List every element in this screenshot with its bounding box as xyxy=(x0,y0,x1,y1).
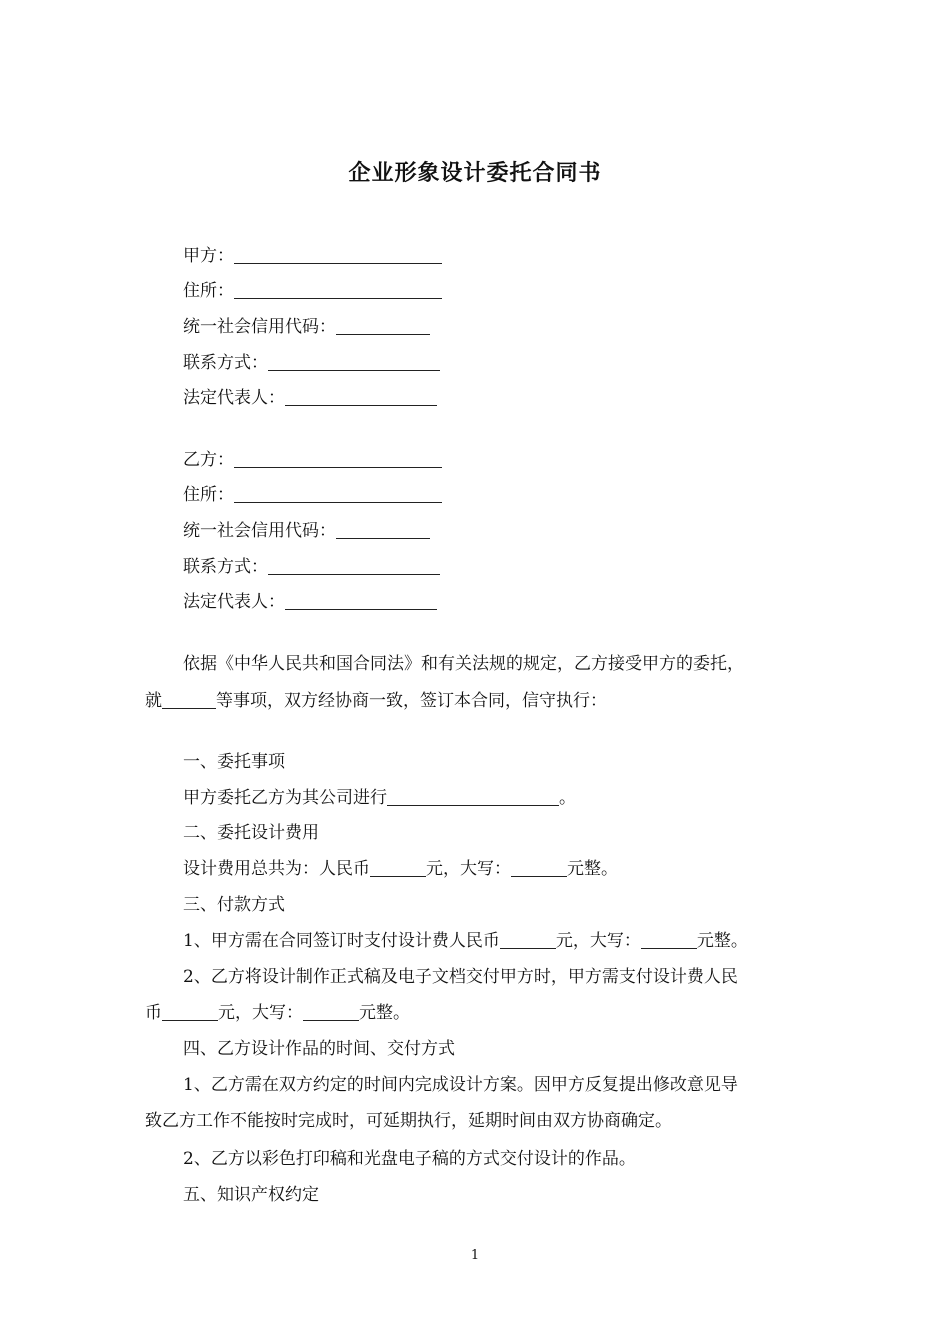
party-a-contact-label: 联系方式： xyxy=(183,353,268,373)
party-b-credit-blank[interactable] xyxy=(336,520,430,539)
section-3-item-2-line-2 xyxy=(145,1001,410,1025)
section-2-text-suffix: 元整。 xyxy=(567,859,618,879)
party-b-name-label: 乙方： xyxy=(183,450,234,470)
party-b-representative-blank[interactable] xyxy=(285,591,437,610)
section-4-item-1-line-2: 致乙方工作不能按时完成时，可延期执行，延期时间由双方协商确定。 xyxy=(145,1111,672,1131)
section-1-text xyxy=(183,786,576,810)
party-a-credit-row xyxy=(183,315,430,339)
preamble-line-2-suffix: 等事项，双方经协商一致，签订本合同，信守执行： xyxy=(216,691,607,711)
document-title: 企业形象设计委托合同书 xyxy=(348,160,602,186)
party-b-address-blank[interactable] xyxy=(234,484,442,503)
section-3-item-1-prefix: 1、甲方需在合同签订时支付设计费人民币 xyxy=(183,931,500,951)
section-1-text-suffix: 。 xyxy=(559,788,576,808)
party-a-representative-label: 法定代表人： xyxy=(183,388,285,408)
party-a-address-row xyxy=(183,279,442,303)
party-a-credit-label: 统一社会信用代码： xyxy=(183,317,336,337)
preamble-matter-blank[interactable] xyxy=(162,690,216,709)
party-b-name-row xyxy=(183,448,442,472)
party-b-address-label: 住所： xyxy=(183,485,234,505)
party-a-address-blank[interactable] xyxy=(234,280,442,299)
party-b-name-blank[interactable] xyxy=(234,449,442,468)
section-3-item-1-suffix: 元整。 xyxy=(696,931,748,951)
party-a-name-label: 甲方： xyxy=(183,246,234,266)
page-number: 1 xyxy=(470,1248,480,1263)
party-a-contact-row xyxy=(183,351,440,375)
section-3-item-1-mid: 元，大写： xyxy=(555,931,641,951)
section-1-heading: 一、委托事项 xyxy=(183,752,285,772)
section-3-item-2-line-2-mid: 元，大写： xyxy=(218,1003,303,1023)
party-a-name-blank[interactable] xyxy=(234,245,442,264)
party-b-representative-row xyxy=(183,590,437,614)
section-3-item-2-amount-blank[interactable] xyxy=(162,1002,218,1021)
party-a-name-row xyxy=(183,244,442,268)
section-4-heading: 四、乙方设计作品的时间、交付方式 xyxy=(183,1039,455,1059)
section-1-design-blank[interactable] xyxy=(387,787,559,806)
section-3-item-1-amount-blank[interactable] xyxy=(500,930,556,949)
section-4-item-2: 2、乙方以彩色打印稿和光盘电子稿的方式交付设计的作品。 xyxy=(183,1149,636,1169)
section-2-amount-blank[interactable] xyxy=(370,858,426,877)
party-b-address-row xyxy=(183,483,442,507)
section-1-text-prefix: 甲方委托乙方为其公司进行 xyxy=(183,788,387,808)
party-a-address-label: 住所： xyxy=(183,281,234,301)
party-a-credit-blank[interactable] xyxy=(336,316,430,335)
preamble-line-2 xyxy=(145,689,607,713)
section-3-heading: 三、付款方式 xyxy=(183,895,285,915)
section-3-item-2-line-2-prefix: 币 xyxy=(145,1003,162,1023)
party-b-credit-row xyxy=(183,519,430,543)
party-b-credit-label: 统一社会信用代码： xyxy=(183,521,336,541)
party-a-contact-blank[interactable] xyxy=(268,352,440,371)
preamble-line-1: 依据《中华人民共和国合同法》和有关法规的规定，乙方接受甲方的委托， xyxy=(183,654,744,674)
party-b-contact-label: 联系方式： xyxy=(183,557,268,577)
section-2-text-mid: 元，大写： xyxy=(426,859,511,879)
party-a-representative-blank[interactable] xyxy=(285,387,437,406)
preamble-line-2-prefix: 就 xyxy=(145,691,162,711)
party-b-contact-blank[interactable] xyxy=(268,556,440,575)
party-b-representative-label: 法定代表人： xyxy=(183,592,285,612)
section-3-item-2-line-2-suffix: 元整。 xyxy=(359,1003,410,1023)
party-b-contact-row xyxy=(183,555,440,579)
section-2-text-prefix: 设计费用总共为：人民币 xyxy=(183,859,370,879)
section-4-item-1-line-1: 1、乙方需在双方约定的时间内完成设计方案。因甲方反复提出修改意见导 xyxy=(183,1075,738,1095)
section-5-heading: 五、知识产权约定 xyxy=(183,1185,319,1205)
section-3-item-1 xyxy=(183,929,748,953)
section-2-amount-words-blank[interactable] xyxy=(511,858,567,877)
section-3-item-1-words-blank[interactable] xyxy=(641,930,697,949)
section-2-text xyxy=(183,857,618,881)
section-2-heading: 二、委托设计费用 xyxy=(183,823,319,843)
party-a-representative-row xyxy=(183,386,437,410)
section-3-item-2-line-1: 2、乙方将设计制作正式稿及电子文档交付甲方时，甲方需支付设计费人民 xyxy=(183,967,738,987)
section-3-item-2-words-blank[interactable] xyxy=(303,1002,359,1021)
